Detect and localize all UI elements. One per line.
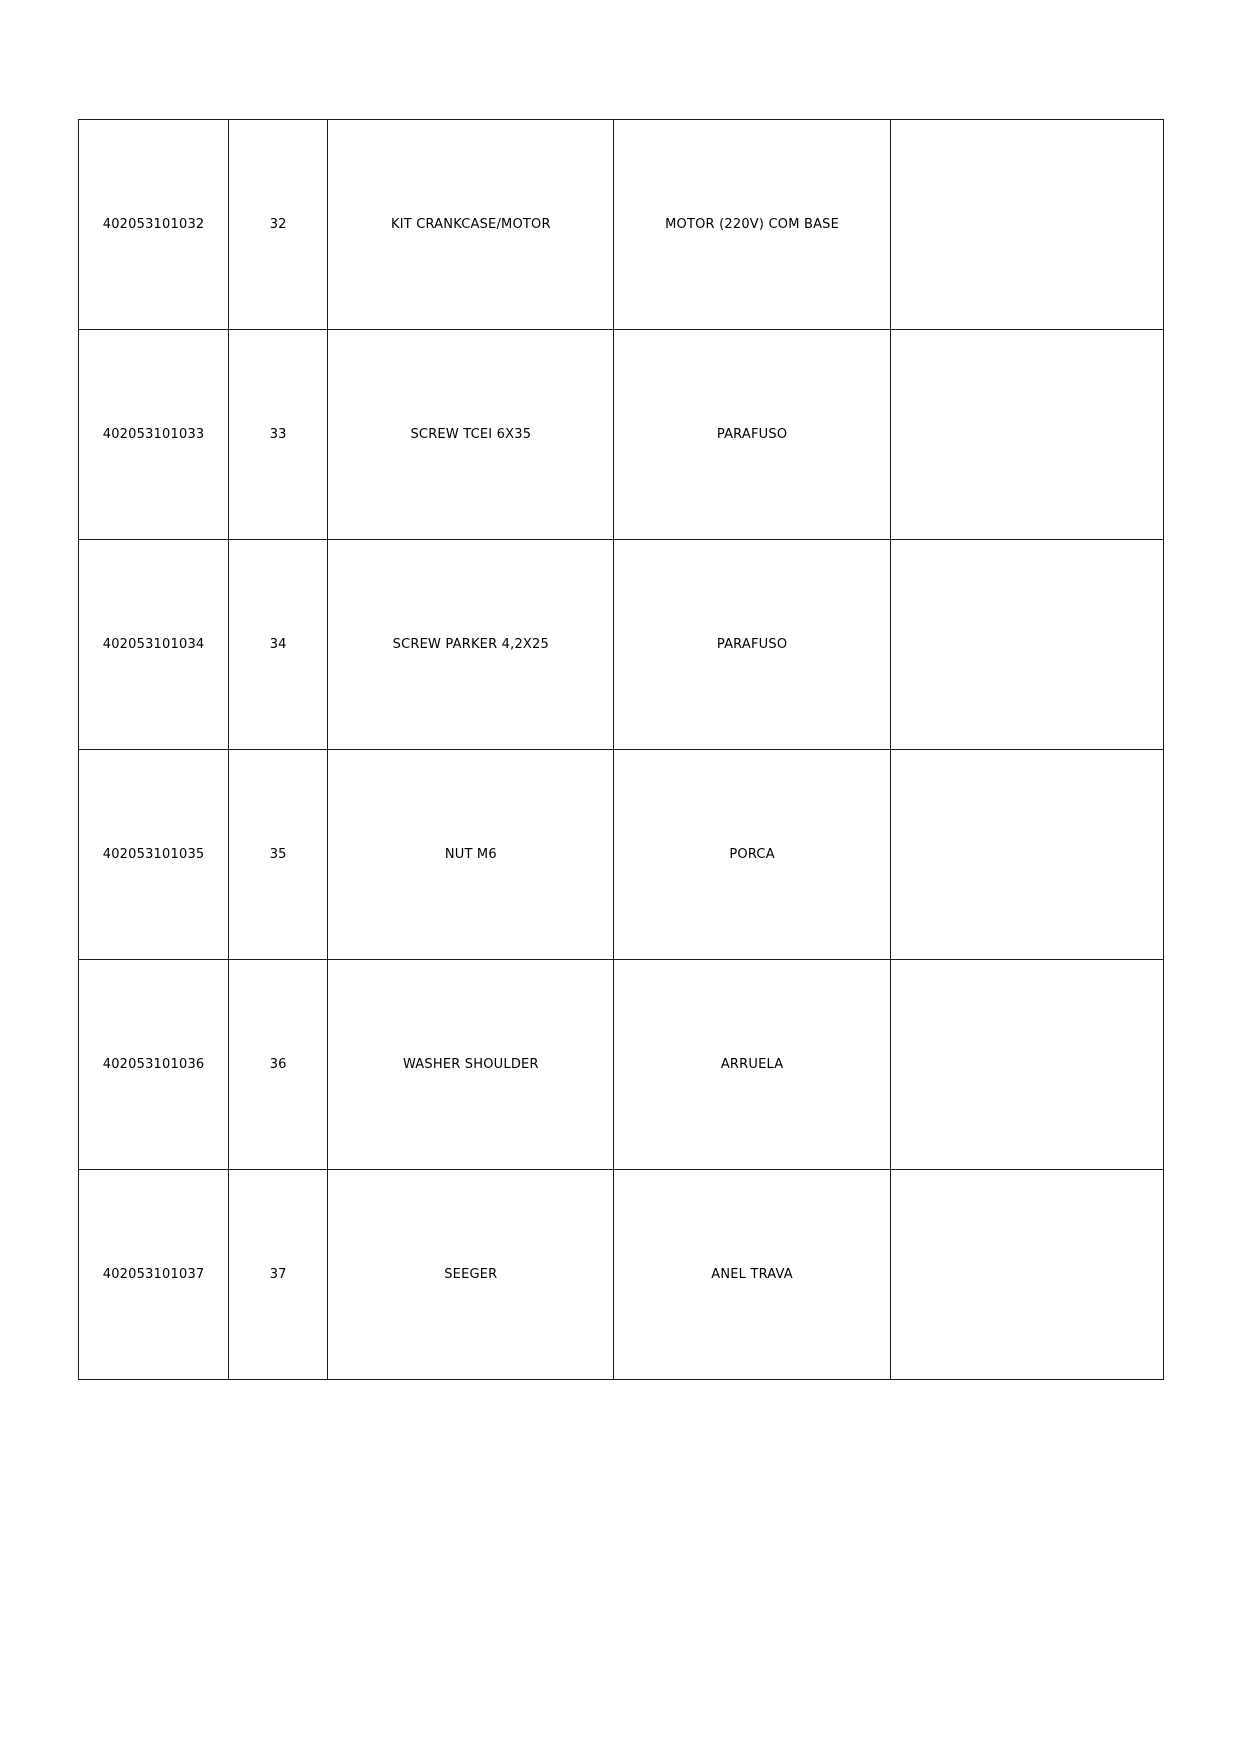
part-code-cell: 402053101033 (79, 330, 229, 540)
description-portuguese-cell: ARRUELA (614, 960, 890, 1170)
description-english-cell: WASHER SHOULDER (328, 960, 614, 1170)
note-cell (890, 330, 1163, 540)
position-number-cell: 34 (229, 540, 328, 750)
description-english-cell: KIT CRANKCASE/MOTOR (328, 120, 614, 330)
note-cell (890, 1170, 1163, 1380)
description-portuguese-cell: PARAFUSO (614, 540, 890, 750)
parts-table (78, 119, 1164, 1380)
position-number-cell: 32 (229, 120, 328, 330)
description-english-cell: SCREW PARKER 4,2X25 (328, 540, 614, 750)
table-row (79, 960, 1164, 1170)
position-number-cell: 36 (229, 960, 328, 1170)
part-code-cell: 402053101032 (79, 120, 229, 330)
part-code-cell: 402053101035 (79, 750, 229, 960)
part-code-cell: 402053101036 (79, 960, 229, 1170)
position-number-cell: 35 (229, 750, 328, 960)
table-row (79, 120, 1164, 330)
note-cell (890, 750, 1163, 960)
position-number-cell: 37 (229, 1170, 328, 1380)
part-code-cell: 402053101034 (79, 540, 229, 750)
description-portuguese-cell: MOTOR (220V) COM BASE (614, 120, 890, 330)
description-portuguese-cell: PORCA (614, 750, 890, 960)
note-cell (890, 960, 1163, 1170)
table-row (79, 1170, 1164, 1380)
description-english-cell: SCREW TCEI 6X35 (328, 330, 614, 540)
table-row (79, 750, 1164, 960)
note-cell (890, 540, 1163, 750)
description-portuguese-cell: PARAFUSO (614, 330, 890, 540)
description-english-cell: SEEGER (328, 1170, 614, 1380)
table-row (79, 540, 1164, 750)
note-cell (890, 120, 1163, 330)
description-portuguese-cell: ANEL TRAVA (614, 1170, 890, 1380)
description-english-cell: NUT M6 (328, 750, 614, 960)
table-row (79, 330, 1164, 540)
position-number-cell: 33 (229, 330, 328, 540)
part-code-cell: 402053101037 (79, 1170, 229, 1380)
